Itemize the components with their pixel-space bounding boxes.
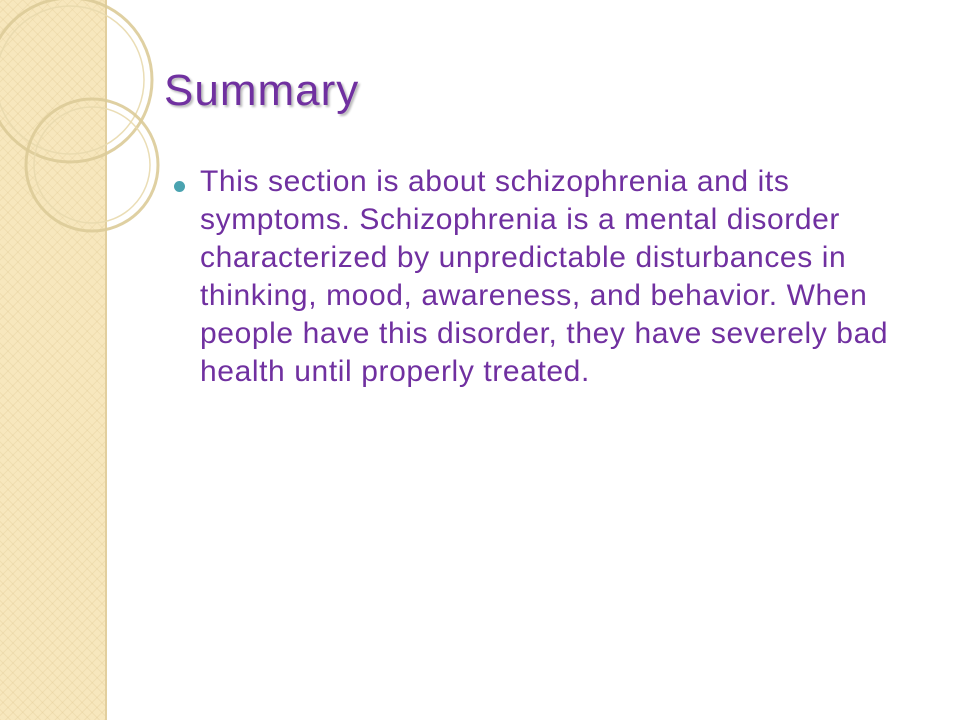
slide-title: Summary [164,66,360,115]
decorative-rings-icon [0,0,180,240]
bullet-text: This section is about schizophrenia and its symptoms. Schizophrenia is a mental disorder characterized by unpredictable disturbances in thinking, mood, awareness, and behavior. When people have this disorder, they have severely bad health until properly treated. [200,165,889,388]
bullet-list [174,163,934,391]
bullet-icon [174,181,185,192]
bullet-item [174,163,934,391]
